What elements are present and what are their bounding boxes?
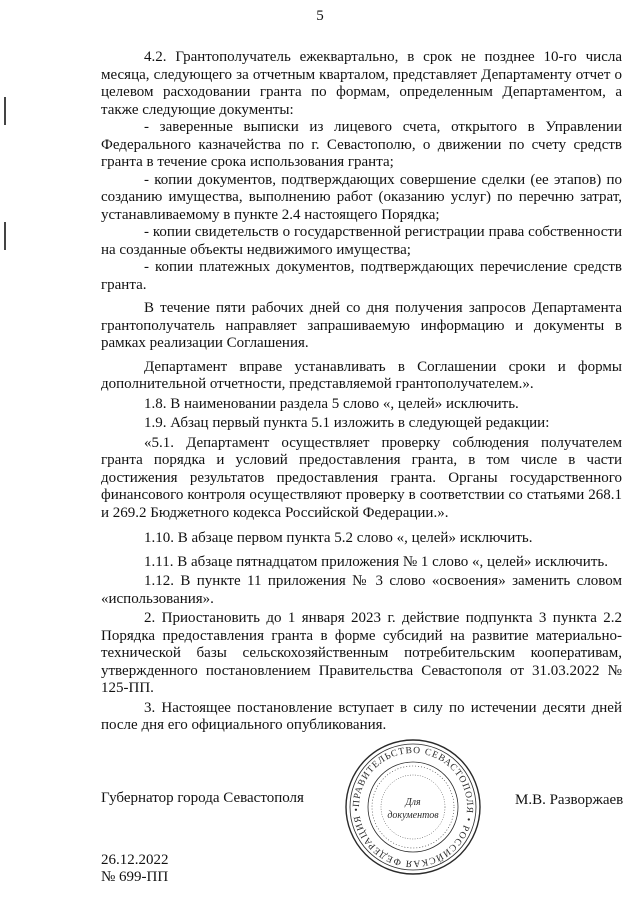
paragraph: В течение пяти рабочих дней со дня получения запросов Департамента грантополучатель направляет запрашиваемую информацию и документы в рамках реализации Соглашения. [101,300,622,351]
paragraph: 1.11. В абзаце пятнадцатом приложения № 1 слово «, целей» исключить. [144,553,608,570]
paragraph: - копии документов, подтверждающих совершение сделки (ее этапов) по созданию имущества, выполнению работ (оказанию услуг) по перечню затрат, устанавливаемому в пункте 2.4 настоящего Порядка; [101,171,622,223]
paragraph: - копии платежных документов, подтверждающих перечисление средств гранта. [101,259,622,293]
paragraph: - заверенные выписки из лицевого счета, открытого в Управлении Федерального казначейства по г. Севастополю, о движении по счету средств гранта в течение срока использования гранта; [101,119,622,170]
svg-text:документов: документов [387,810,439,821]
document-date: 26.12.2022 [101,852,169,868]
scan-margin-mark [4,222,6,250]
document-body [101,49,622,735]
paragraph: 1.12. В пункте 11 приложения № 3 слово «освоения» заменить словом «использования». [101,573,622,607]
document-number: № 699-ПП [101,869,169,885]
paragraph: 1.9. Абзац первый пункта 5.1 изложить в следующей редакции: [144,415,550,431]
paragraph: «5.1. Департамент осуществляет проверку соблюдения получателем гранта порядка и условий предоставления гранта, в том числе в части достижения результатов предоставления гранта. Органы государственного финансового контроля осуществляют проверку в соответствии со статьями 268.1 и 269.2 Бюджетного кодекса Российской Федерации.». [101,434,622,521]
page-number: 5 [316,8,324,24]
svg-text:ПРАВИТЕЛЬСТВО СЕВАСТОПОЛЯ • РО: ПРАВИТЕЛЬСТВО СЕВАСТОПОЛЯ • РОССИЙСКАЯ ФЕДЕРАЦИЯ • [351,745,475,869]
paragraph: 3. Настоящее постановление вступает в силу по истечении десяти дней после дня его официального опубликования. [101,699,622,733]
paragraph: 1.8. В наименовании раздела 5 слово «, целей» исключить. [144,395,519,412]
paragraph: 1.10. В абзаце первом пункта 5.2 слово «, целей» исключить. [144,530,533,546]
svg-text:Для: Для [405,797,421,808]
scan-margin-mark [4,97,6,125]
paragraph: Департамент вправе устанавливать в Соглашении сроки и формы дополнительной отчетности, представляемой грантополучателем.». [101,358,622,392]
paragraph: 4.2. Грантополучатель ежеквартально, в срок не позднее 10-го числа месяца, следующего за отчетным кварталом, представляет Департаменту отчет о целевом расходовании гранта по формам, определенным Департаментом, а также следующие документы: [101,49,622,118]
signature-role: Губернатор города Севастополя [101,790,304,806]
paragraph: 2. Приостановить до 1 января 2023 г. действие подпункта 3 пункта 2.2 Порядка предоставления гранта в форме субсидий на развитие материально-технической базы сельскохозяйственным потребительским кооперативам, утвержденного постановлением Правительства Севастополя от 31.03.2022 № 125-ПП. [101,610,622,696]
signatory-name: М.В. Разворжаев [515,792,624,808]
paragraph: - копии свидетельств о государственной регистрации права собственности на созданные объекты недвижимого имущества; [101,224,622,258]
official-seal [343,737,483,877]
